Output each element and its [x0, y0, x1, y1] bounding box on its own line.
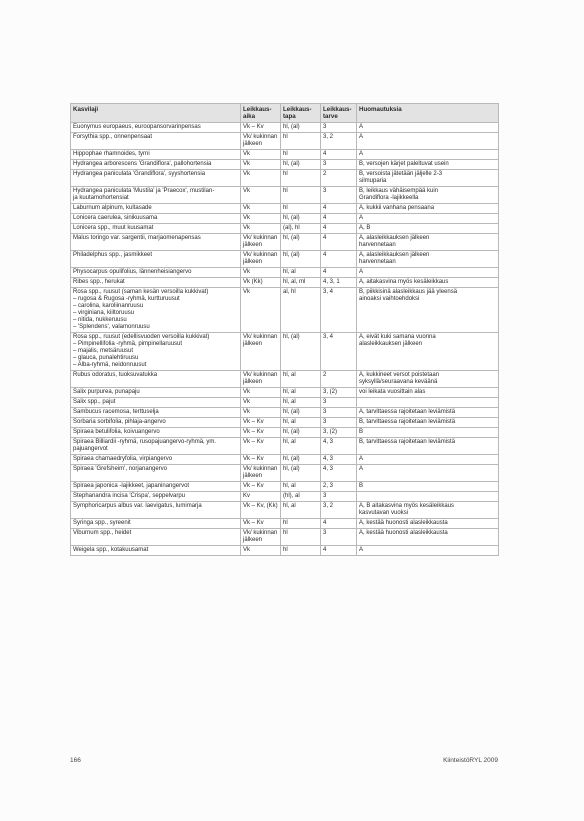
header-notes: Huomautuksia: [357, 104, 499, 123]
cell-species: Rosa spp., ruusut (edellisvuoden versoilla kukkivat) – Pimpinellifolia -ryhmä, pimpinellaruusut – majalis, metsäruusut – glauca, punalehtiruusu – Alba-ryhmä, neidonruusut: [71, 333, 241, 371]
cell-pruning-need: 2, 3: [321, 482, 357, 492]
table-row: [71, 502, 499, 519]
cell-pruning-time: Vk: [241, 214, 281, 224]
pruning-table: [70, 103, 499, 556]
table-body: [71, 123, 499, 556]
header-pruning-need: Leikkaus- tarve: [321, 104, 357, 123]
table-row: [71, 455, 499, 465]
cell-notes: A, aitakasvina myös kesäleikkaus: [357, 278, 499, 288]
cell-species: Salix spp., pajut: [71, 398, 241, 408]
cell-pruning-need: 4: [321, 150, 357, 160]
table-row: [71, 519, 499, 529]
cell-pruning-time: Vk: [241, 268, 281, 278]
cell-pruning-time: Vk/ kukinnan jälkeen: [241, 234, 281, 251]
cell-pruning-time: Vk/ kukinnan jälkeen: [241, 529, 281, 546]
cell-notes: B, piikkisinä alasleikkaus jää yleensä ainoaksi vaihtoehdoksi: [357, 288, 499, 333]
cell-species: Hydrangea paniculata 'Mustila' ja 'Praecox', mustilan- ja kuutamohortensiat: [71, 187, 241, 204]
table-row: [71, 268, 499, 278]
cell-pruning-method: al, hl: [281, 288, 321, 333]
cell-pruning-method: hl: [281, 529, 321, 546]
cell-notes: A, alasleikkauksen jälkeen harvennetaan: [357, 234, 499, 251]
cell-pruning-time: Vk: [241, 546, 281, 556]
table-row: [71, 133, 499, 150]
cell-pruning-time: Vk/ kukinnan jälkeen: [241, 371, 281, 388]
cell-pruning-time: Vk/ kukinnan jälkeen: [241, 251, 281, 268]
cell-pruning-method: hl: [281, 546, 321, 556]
cell-species: Hydrangea arborescens 'Grandiflora', pallohortensia: [71, 160, 241, 170]
cell-pruning-method: hl, (al): [281, 428, 321, 438]
table-row: [71, 408, 499, 418]
cell-notes: voi leikata vuosittain alas: [357, 388, 499, 398]
cell-pruning-need: 4, 3, 1: [321, 278, 357, 288]
table-row: [71, 160, 499, 170]
cell-pruning-method: hl: [281, 187, 321, 204]
cell-species: Syringa spp., syreenit: [71, 519, 241, 529]
cell-pruning-method: hl, (al): [281, 455, 321, 465]
cell-species: Ribes spp., herukat: [71, 278, 241, 288]
header-species: Kasvilaji: [71, 104, 241, 123]
cell-pruning-time: Vk/ kukinnan jälkeen: [241, 133, 281, 150]
table-row: [71, 204, 499, 214]
cell-species: Viburnum spp., heidet: [71, 529, 241, 546]
table-row: [71, 529, 499, 546]
table-row: [71, 418, 499, 428]
cell-pruning-need: 4: [321, 519, 357, 529]
cell-notes: A: [357, 214, 499, 224]
cell-pruning-method: hl, al: [281, 398, 321, 408]
cell-pruning-time: Vk: [241, 398, 281, 408]
table-row: [71, 492, 499, 502]
cell-species: Physocarpus opulifolius, lännenheisiangervo: [71, 268, 241, 278]
cell-species: Spiraea betulifolia, koivuangervo: [71, 428, 241, 438]
cell-pruning-time: Vk: [241, 150, 281, 160]
table-row: [71, 224, 499, 234]
cell-pruning-need: 3, 2: [321, 502, 357, 519]
table-row: [71, 123, 499, 133]
table-row: [71, 278, 499, 288]
cell-species: Philadelphus spp., jasmikkeet: [71, 251, 241, 268]
cell-pruning-method: hl: [281, 150, 321, 160]
cell-species: Rubus odoratus, tuoksuvatukka: [71, 371, 241, 388]
cell-species: Salix purpurea, punapaju: [71, 388, 241, 398]
cell-pruning-need: 3, 4: [321, 333, 357, 371]
cell-pruning-need: 4: [321, 234, 357, 251]
cell-pruning-method: hl: [281, 170, 321, 187]
cell-species: Rosa spp., ruusut (saman kesän versoilla kukkivat) – rugosa & Rugosa -ryhmä, kurtturuusut – carolina, karoliinanruusu – virginiana, kiiltoruusu – nitida, nukkeruusu – 'Splendens', valamonruusu: [71, 288, 241, 333]
cell-pruning-need: 3, 4: [321, 288, 357, 333]
table-row: [71, 388, 499, 398]
cell-species: Sambucus racemosa, terttuselja: [71, 408, 241, 418]
cell-species: Symphoricarpus albus var. laevigatus, lumimarja: [71, 502, 241, 519]
cell-pruning-need: 3: [321, 160, 357, 170]
cell-pruning-time: Vk/ kukinnan jälkeen: [241, 333, 281, 371]
cell-notes: A, kestää huonosti alasleikkausta: [357, 519, 499, 529]
cell-species: Hydrangea paniculata 'Grandiflora', syyshortensia: [71, 170, 241, 187]
table-row: [71, 251, 499, 268]
cell-pruning-method: hl: [281, 204, 321, 214]
cell-pruning-method: hl, al: [281, 482, 321, 492]
cell-pruning-method: hl, al: [281, 502, 321, 519]
cell-pruning-time: Vk – Kv: [241, 438, 281, 455]
cell-pruning-method: hl, (al): [281, 160, 321, 170]
cell-species: Spiraea chamaedryfolia, virpiangervo: [71, 455, 241, 465]
publication-name: KiinteistöRYL 2009: [443, 757, 498, 764]
cell-pruning-time: Vk: [241, 160, 281, 170]
cell-pruning-method: hl, (al): [281, 333, 321, 371]
cell-pruning-need: 3: [321, 408, 357, 418]
cell-species: Hippophae rhamnoides, tyrni: [71, 150, 241, 160]
cell-notes: B, versojen kärjet paleltuvat usein: [357, 160, 499, 170]
cell-pruning-time: Vk: [241, 388, 281, 398]
header-pruning-time: Leikkaus- aika: [241, 104, 281, 123]
cell-notes: A, kestää huonosti alasleikkausta: [357, 529, 499, 546]
table-row: [71, 288, 499, 333]
cell-pruning-time: Vk – Kv, (Kk): [241, 502, 281, 519]
cell-pruning-need: 3, 2: [321, 133, 357, 150]
table-row: [71, 333, 499, 371]
cell-pruning-need: 4, 3: [321, 465, 357, 482]
table-row: [71, 371, 499, 388]
cell-pruning-time: Vk – Kv: [241, 418, 281, 428]
cell-pruning-method: hl, al: [281, 438, 321, 455]
cell-species: Spiraea Billiardii -ryhmä, rusopajuangervo-ryhmä, ym. pajuangervot: [71, 438, 241, 455]
cell-notes: B, tarvittaessa rajoitetaan leviämistä: [357, 438, 499, 455]
cell-species: Weigela spp., kotakuusamat: [71, 546, 241, 556]
cell-pruning-need: 4, 3: [321, 438, 357, 455]
cell-pruning-time: Vk/ kukinnan jälkeen: [241, 465, 281, 482]
cell-species: Euonymus europaeus, euroopansorvarinpensas: [71, 123, 241, 133]
cell-pruning-need: 3: [321, 529, 357, 546]
cell-species: Forsythia spp., onnenpensaat: [71, 133, 241, 150]
cell-species: Sorbaria sorbifolia, pihlaja-angervo: [71, 418, 241, 428]
cell-notes: B: [357, 482, 499, 492]
cell-pruning-method: hl, al: [281, 418, 321, 428]
cell-notes: B, leikkaus vähäisempää kuin Grandiflora -lajikkeella: [357, 187, 499, 204]
cell-pruning-need: 3: [321, 123, 357, 133]
cell-pruning-time: Vk: [241, 224, 281, 234]
cell-notes: A, B: [357, 224, 499, 234]
cell-notes: A: [357, 546, 499, 556]
cell-notes: A: [357, 123, 499, 133]
cell-pruning-need: 4, 3: [321, 455, 357, 465]
cell-pruning-need: 3: [321, 398, 357, 408]
cell-notes: A: [357, 150, 499, 160]
cell-pruning-method: hl, (al): [281, 251, 321, 268]
cell-notes: B, tarvittaessa rajoitetaan leviämistä: [357, 418, 499, 428]
cell-pruning-method: (hl), al: [281, 492, 321, 502]
cell-pruning-time: Vk – Kv: [241, 482, 281, 492]
cell-notes: [357, 398, 499, 408]
cell-pruning-need: 3, (2): [321, 428, 357, 438]
cell-notes: B: [357, 428, 499, 438]
cell-notes: A, B aitakasvina myös kesäleikkaus kasvutavan vuoksi: [357, 502, 499, 519]
cell-notes: [357, 492, 499, 502]
cell-notes: A: [357, 465, 499, 482]
cell-pruning-need: 3, (2): [321, 388, 357, 398]
cell-notes: A, kukkii vanhana pensaana: [357, 204, 499, 214]
table-row: [71, 234, 499, 251]
cell-pruning-need: 4: [321, 546, 357, 556]
cell-pruning-time: Kv: [241, 492, 281, 502]
cell-pruning-time: Vk – Kv: [241, 519, 281, 529]
table-row: [71, 482, 499, 492]
cell-species: Lonicera caerulea, sinikuusama: [71, 214, 241, 224]
cell-pruning-method: hl, (al): [281, 408, 321, 418]
cell-species: Lonicera spp., muut kuusamat: [71, 224, 241, 234]
cell-notes: A, alasleikkauksen jälkeen harvennetaan: [357, 251, 499, 268]
cell-pruning-need: 4: [321, 204, 357, 214]
cell-notes: A, kukkineet versot poistetaan syksyllä/seuraavana keväänä: [357, 371, 499, 388]
cell-pruning-method: hl, (al): [281, 214, 321, 224]
cell-pruning-time: Vk (Kk): [241, 278, 281, 288]
cell-notes: A: [357, 133, 499, 150]
cell-pruning-time: Vk – Kv: [241, 123, 281, 133]
header-pruning-method: Leikkaus- tapa: [281, 104, 321, 123]
cell-pruning-time: Vk: [241, 408, 281, 418]
cell-pruning-time: Vk: [241, 288, 281, 333]
table-row: [71, 465, 499, 482]
cell-species: Malus toringo var. sargentii, marjaomenapensas: [71, 234, 241, 251]
cell-pruning-method: hl, al: [281, 268, 321, 278]
cell-pruning-time: Vk – Kv: [241, 455, 281, 465]
cell-pruning-need: 4: [321, 224, 357, 234]
table-row: [71, 187, 499, 204]
cell-pruning-method: hl: [281, 133, 321, 150]
cell-notes: A: [357, 268, 499, 278]
cell-pruning-time: Vk: [241, 170, 281, 187]
table-row: [71, 170, 499, 187]
table-row: [71, 438, 499, 455]
cell-pruning-method: hl, al, ml: [281, 278, 321, 288]
table-row: [71, 546, 499, 556]
cell-species: Spiraea japonica -lajikkeet, japaninangervot: [71, 482, 241, 492]
cell-pruning-method: (al), hl: [281, 224, 321, 234]
cell-species: Laburnum alpinum, kultasade: [71, 204, 241, 214]
cell-pruning-method: hl, al: [281, 388, 321, 398]
cell-pruning-need: 2: [321, 170, 357, 187]
cell-pruning-method: hl, al: [281, 371, 321, 388]
cell-notes: A, tarvittaessa rajoitetaan leviämistä: [357, 408, 499, 418]
header-row: [71, 104, 499, 123]
cell-pruning-method: hl: [281, 519, 321, 529]
cell-species: Spiraea 'Grefsheim', norjanangervo: [71, 465, 241, 482]
cell-pruning-need: 3: [321, 418, 357, 428]
table-row: [71, 150, 499, 160]
cell-pruning-need: 3: [321, 187, 357, 204]
cell-pruning-method: hl, (al): [281, 465, 321, 482]
cell-pruning-need: 4: [321, 251, 357, 268]
cell-pruning-need: 3: [321, 492, 357, 502]
table-row: [71, 428, 499, 438]
page-number: 166: [70, 757, 81, 764]
cell-pruning-time: Vk – Kv: [241, 428, 281, 438]
cell-notes: B, versoista jätetään jäljelle 2-3 silmuparia: [357, 170, 499, 187]
table-row: [71, 398, 499, 408]
cell-pruning-need: 2: [321, 371, 357, 388]
table-row: [71, 214, 499, 224]
cell-pruning-method: hl, (al): [281, 234, 321, 251]
cell-species: Stephanandra incisa 'Crispa', seppelvarpu: [71, 492, 241, 502]
cell-pruning-need: 4: [321, 268, 357, 278]
cell-notes: A, eivät kuki samana vuonna alasleikkauksen jälkeen: [357, 333, 499, 371]
table-header: [71, 104, 499, 123]
cell-pruning-time: Vk: [241, 204, 281, 214]
cell-notes: A: [357, 455, 499, 465]
cell-pruning-need: 4: [321, 214, 357, 224]
cell-pruning-method: hl, (al): [281, 123, 321, 133]
cell-pruning-time: Vk: [241, 187, 281, 204]
